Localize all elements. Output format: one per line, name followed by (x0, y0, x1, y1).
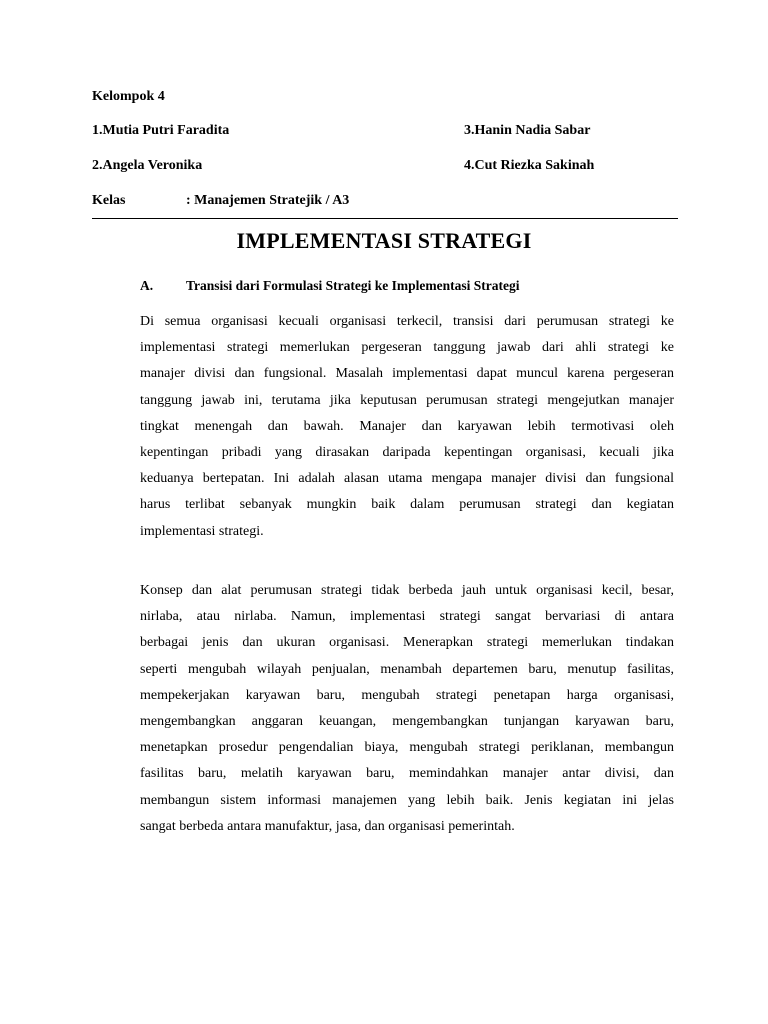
paragraph-line: Konsep dan alat perumusan strategi tidak berbeda jauh untuk organisasi kecil, besar, (140, 583, 674, 598)
paragraph-line: implementasi strategi. (140, 523, 264, 539)
paragraph-line: fasilitas baru, melatih karyawan baru, memindahkan manajer antar divisi, dan (140, 766, 674, 782)
document-title: IMPLEMENTASI STRATEGI (236, 228, 532, 253)
paragraph-line: nirlaba, atau nirlaba. Namun, implementasi strategi sangat bervariasi di antara (140, 609, 674, 625)
paragraph-2 (140, 578, 674, 840)
paragraph-1 (140, 309, 674, 545)
paragraph-line: mengembangkan anggaran keuangan, mengembangkan tunjangan karyawan baru, (140, 713, 674, 729)
section-number: A. (140, 278, 154, 293)
header-divider (92, 218, 678, 219)
section-title: Transisi dari Formulasi Strategi ke Implementasi Strategi (186, 278, 520, 293)
paragraph-line: tingkat menengah dan bawah. Manajer dan karyawan lebih termotivasi oleh (140, 418, 674, 434)
paragraph-line: menetapkan prosedur pengendalian biaya, mengubah strategi periklanan, membangun (140, 740, 674, 756)
paragraph-line: Di semua organisasi kecuali organisasi terkecil, transisi dari perumusan strategi ke (140, 314, 674, 329)
paragraph-line: keduanya bertepatan. Ini adalah alasan utama mengapa manajer divisi dan fungsional (140, 471, 674, 487)
paragraph-line: implementasi strategi memerlukan pergeseran tanggung jawab dari ahli strategi ke (140, 340, 674, 356)
paragraph-line: sangat berbeda antara manufaktur, jasa, dan organisasi pemerintah. (140, 818, 515, 834)
member-1: 1.Mutia Putri Faradita (92, 123, 230, 138)
paragraph-line: kepentingan pribadi yang dirasakan daripada kepentingan organisasi, kecuali jika (140, 444, 674, 460)
member-4: 4.Cut Riezka Sakinah (464, 158, 595, 173)
paragraph-line: harus terlibat sebanyak mungkin baik dalam perumusan strategi dan kegiatan (140, 497, 674, 513)
member-3: 3.Hanin Nadia Sabar (464, 123, 591, 138)
paragraph-line: mempekerjakan karyawan baru, mengubah strategi penetapan harga organisasi, (140, 687, 674, 703)
paragraph-line: membangun sistem informasi manajemen yang lebih baik. Jenis kegiatan ini jelas (140, 792, 674, 808)
class-value: : Manajemen Stratejik / A3 (186, 193, 350, 208)
paragraph-line: manajer divisi dan fungsional. Masalah implementasi dapat muncul karena pergeseran (140, 366, 674, 382)
paragraph-line: tanggung jawab ini, terutama jika keputusan perumusan strategi mengejutkan manajer (140, 392, 674, 408)
member-2: 2.Angela Veronika (92, 158, 203, 173)
class-label: Kelas (92, 193, 126, 208)
group-label: Kelompok 4 (92, 89, 165, 104)
paragraph-line: berbagai jenis dan ukuran organisasi. Menerapkan strategi memerlukan tindakan (140, 635, 674, 651)
paragraph-line: seperti mengubah wilayah penjualan, menambah departemen baru, menutup fasilitas, (140, 661, 674, 677)
